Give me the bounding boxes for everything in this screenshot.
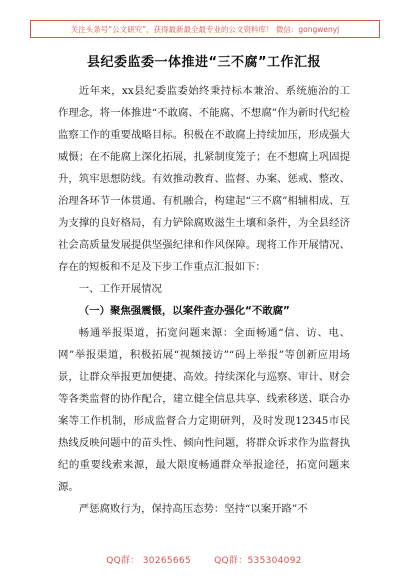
footer-contact <box>0 553 408 566</box>
subsection-heading: （一）聚焦强震慑，以案件查办强化“不敢腐” <box>78 305 290 317</box>
document-body <box>58 80 350 520</box>
section-heading: 一、工作开展情况 <box>78 283 162 295</box>
promo-banner <box>30 20 380 38</box>
footer-qq-group-1: QQ群： 30265665 <box>106 556 191 566</box>
intro-paragraph: 近年来，xx县纪委监委始终秉持标本兼治、系统施治的工作理念，将一体推进“不敢腐、不能腐、不想腐”作为新时代纪检监察工作的重要战略目标。积极在不敢腐上持续加压，形成强大威慑；在不能腐上深化拓展，扎紧制度笼子；在不想腐上巩固提升，筑牢思想防线。有效推动教育、监督、办案、惩戒、整改、治理各环节一体贯通、有机融合，构建起“三不腐”相辅相成、互为支撑的良好格局，有力铲除腐败滋生土壤和条件，为全县经济社会高质量发展提供坚强纪律和作风保障。现将工作开展情况、存在的短板和不足及下步工作重点汇报如下： <box>58 85 350 273</box>
body-paragraph: 畅通举报渠道，拓宽问题来源：全面畅通“信、访、电、网”举报渠道，积极拓展“视频接访”“码上举报”等创新应用场景，让群众举报更加便捷、高效。持续深化与巡察、审计、财会等各类监督的协作配合，建立健全信息共享、线索移送、联合办案等工作机制，形成监督合力定期研判，及时发现12345市民热线反映问题中的苗头性、倾向性问题，将群众诉求作为监督执纪的重要线索来源，最大限度畅通群众举报途径，拓宽问题来源。 <box>58 327 350 493</box>
footer-qq-group-2: QQ群：535304092 <box>214 556 302 566</box>
document-title: 县纪委监委一体推进“三不腐”工作汇报 <box>86 55 322 70</box>
body-paragraph: 严惩腐败行为，保持高压态势：坚持“以案开路”不 <box>78 503 308 515</box>
promo-banner-text: 关注头条号“公文研究”，获得最新最全最专业的公文资料库！ 微信：gongwenyj <box>70 24 340 34</box>
